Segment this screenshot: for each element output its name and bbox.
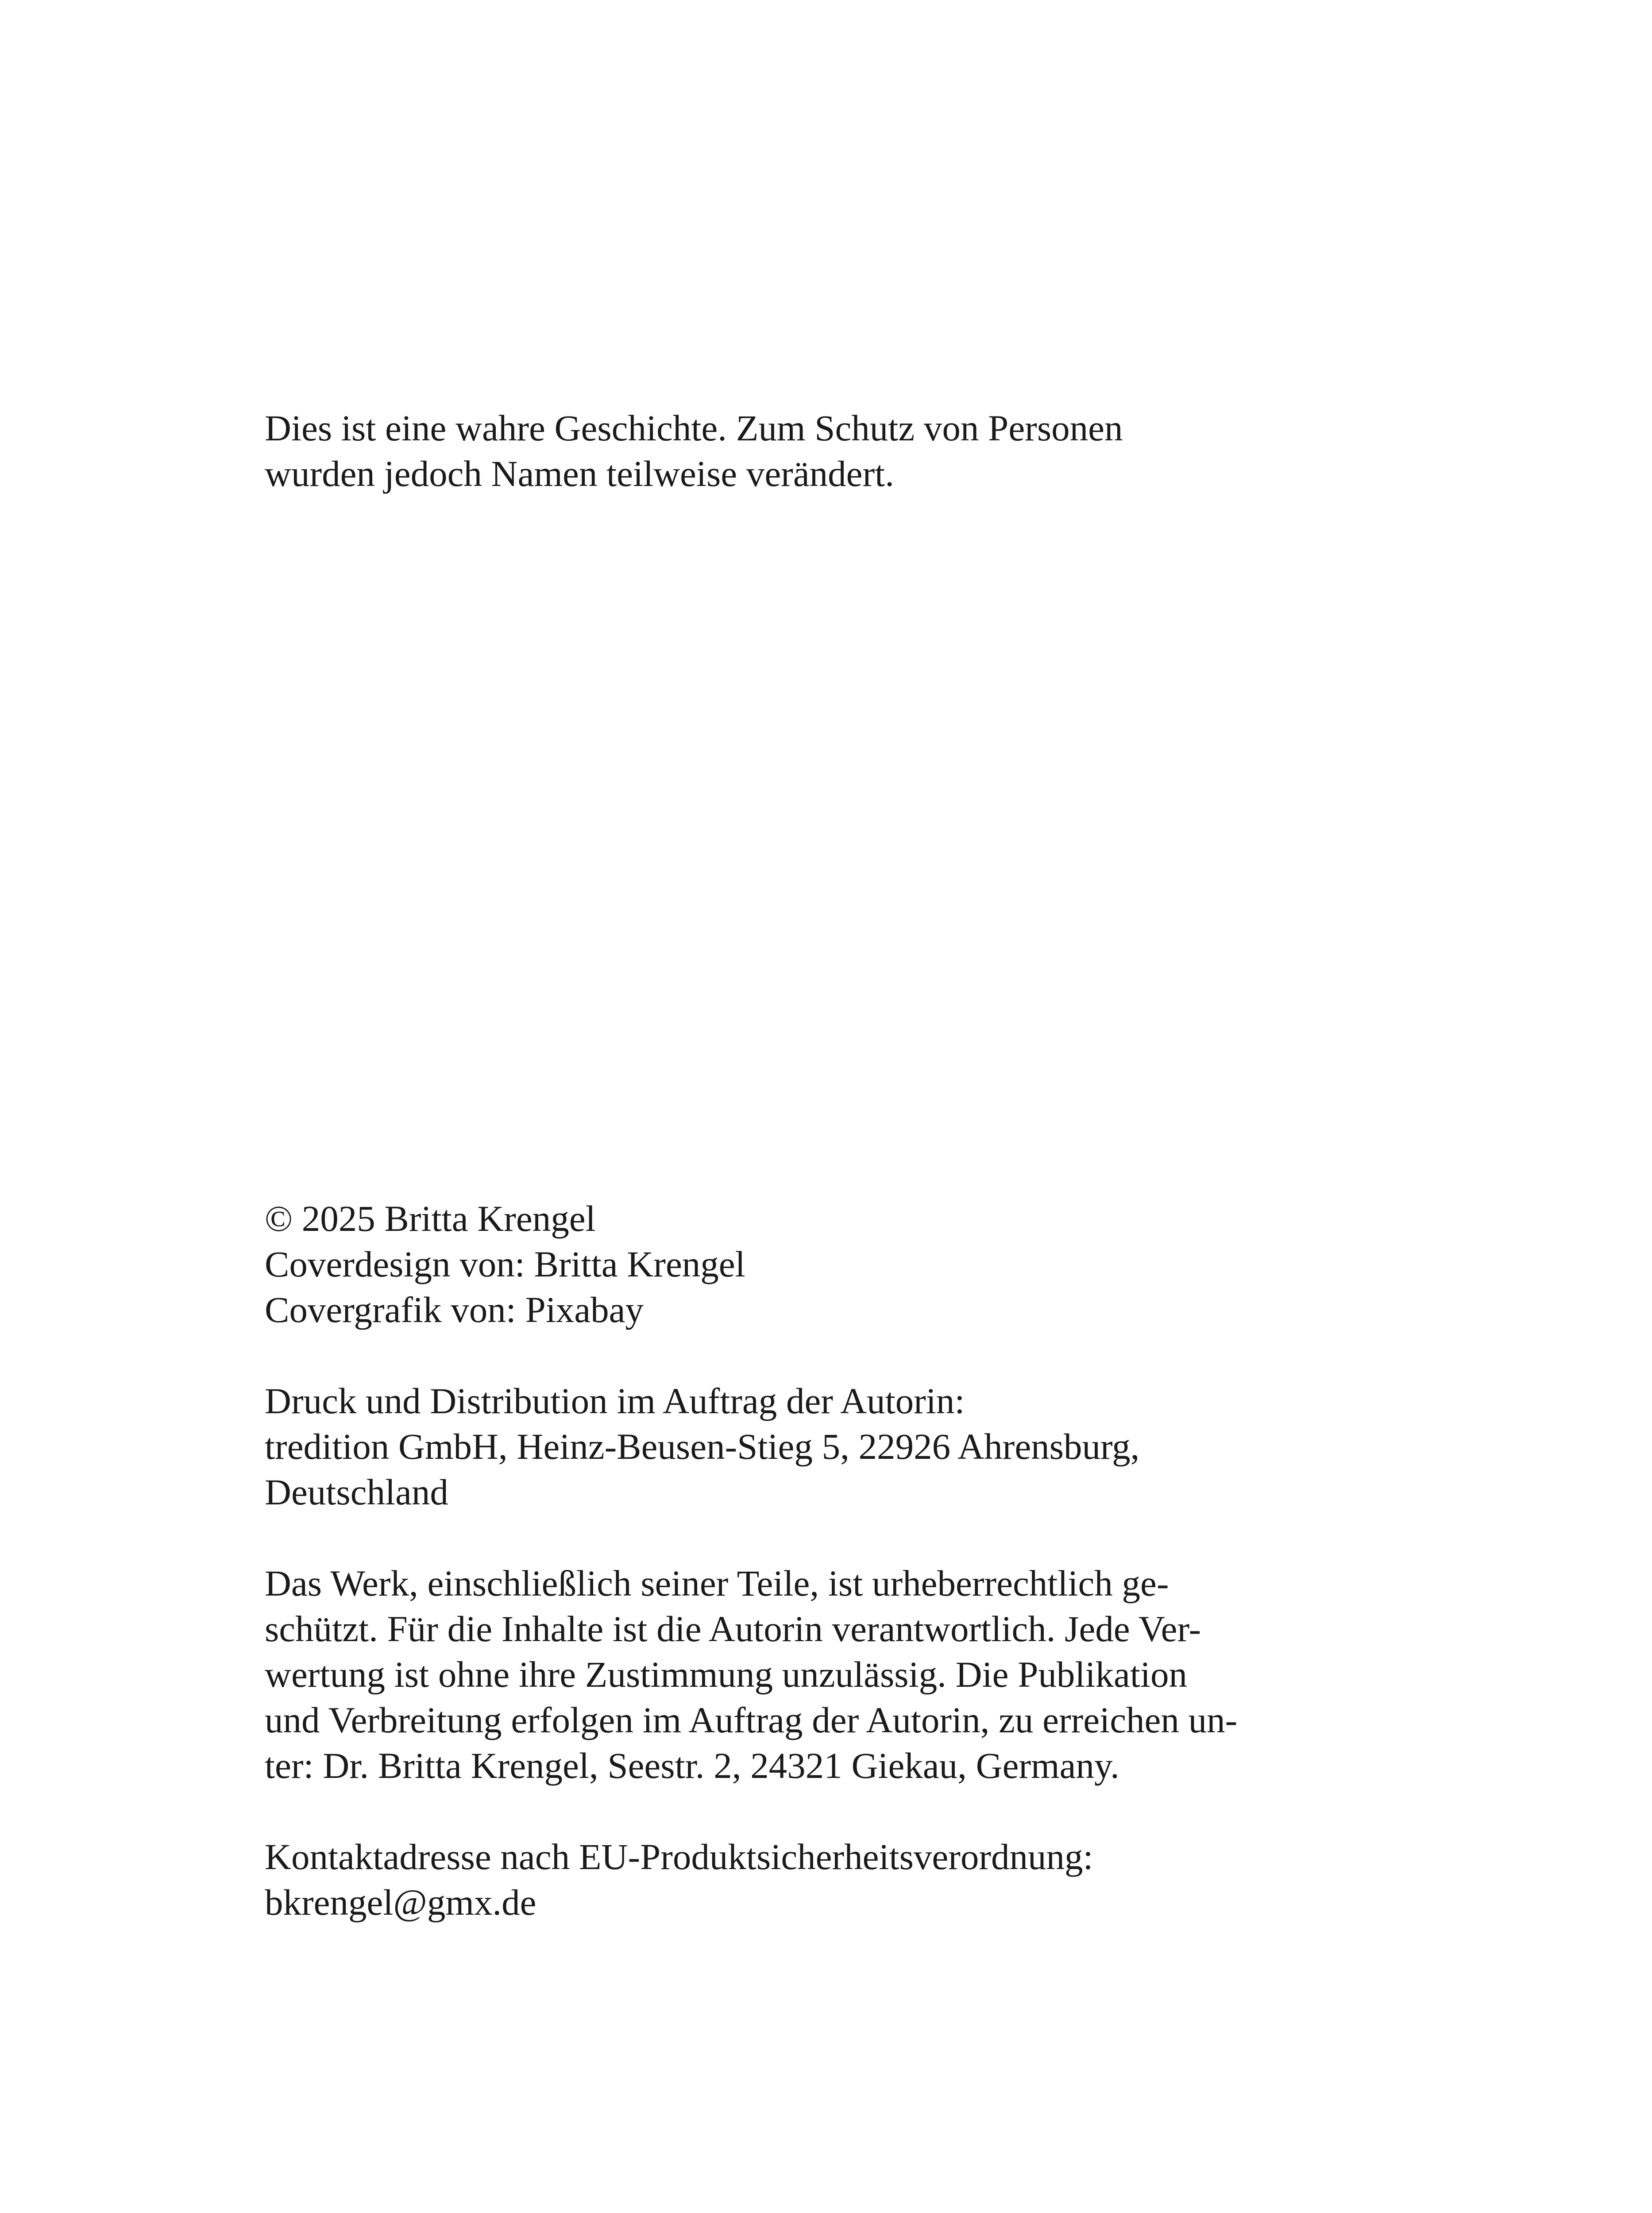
disclaimer-line: Dies ist eine wahre Geschichte. Zum Schutz von Personen	[265, 408, 1123, 448]
copyright-line: © 2025 Britta Krengel	[265, 1198, 596, 1239]
credits-block	[265, 1196, 745, 1333]
printing-line: Deutschland	[265, 1472, 448, 1512]
rights-line: schützt. Für die Inhalte ist die Autorin verantwortlich. Jede Ver-	[265, 1608, 1201, 1649]
printing-line: tredition GmbH, Heinz-Beusen-Stieg 5, 22926 Ahrensburg,	[265, 1426, 1140, 1467]
rights-line: und Verbreitung erfolgen im Auftrag der Autorin, zu erreichen un-	[265, 1700, 1238, 1740]
disclaimer-line: wurden jedoch Namen teilweise verändert.	[265, 453, 894, 494]
contact-block	[265, 1834, 1093, 1925]
rights-line: ter: Dr. Britta Krengel, Seestr. 2, 24321 Giekau, Germany.	[265, 1745, 1119, 1786]
printing-line: Druck und Distribution im Auftrag der Autorin:	[265, 1380, 965, 1421]
cover-design-line: Coverdesign von: Britta Krengel	[265, 1244, 745, 1284]
printing-block	[265, 1378, 1139, 1515]
disclaimer-text	[265, 405, 1123, 497]
rights-block	[265, 1561, 1237, 1789]
cover-graphic-line: Covergrafik von: Pixabay	[265, 1289, 644, 1330]
rights-line: wertung ist ohne ihre Zustimmung unzulässig. Die Publikation	[265, 1654, 1187, 1695]
rights-line: Das Werk, einschließlich seiner Teile, ist urheberrechtlich ge-	[265, 1563, 1169, 1604]
contact-email: bkrengel@gmx.de	[265, 1882, 537, 1923]
contact-label: Kontaktadresse nach EU-Produktsicherheitsverordnung:	[265, 1836, 1093, 1877]
